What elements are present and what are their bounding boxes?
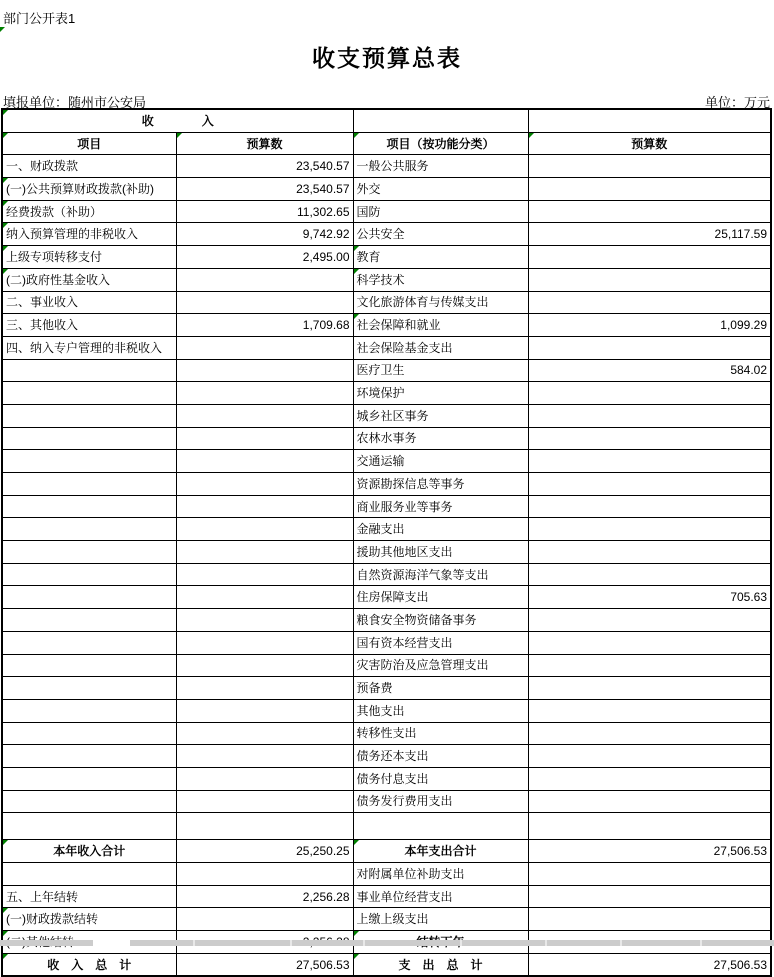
cell-expense-item[interactable]: 国有资本经营支出 <box>353 631 528 654</box>
next-row-partial-strip <box>0 940 774 946</box>
cell-income-item[interactable]: 收 入 总 计 <box>2 953 176 976</box>
cell-expense-amount[interactable] <box>528 427 771 450</box>
cell-expense-item[interactable]: 预备费 <box>353 677 528 700</box>
table-row <box>2 336 771 359</box>
table-row <box>2 677 771 700</box>
table-row <box>2 359 771 382</box>
cell-expense-amount[interactable] <box>528 473 771 496</box>
cell-error-triangle <box>354 133 359 138</box>
table-row <box>2 609 771 632</box>
cell-income-item[interactable] <box>2 563 176 586</box>
cell-expense-item[interactable]: 转移性支出 <box>353 722 528 745</box>
cell-income-item[interactable]: 本年收入合计 <box>2 840 176 863</box>
cell-expense-amount[interactable]: 27,506.53 <box>528 953 771 976</box>
cell-income-item[interactable] <box>2 863 176 886</box>
cell-income-item[interactable]: (一)财政拨款结转 <box>2 908 176 931</box>
cell-income-item[interactable]: 二、事业收入 <box>2 291 176 314</box>
cell-income-amount[interactable] <box>176 359 353 382</box>
table-row <box>2 953 771 976</box>
cell-expense-amount[interactable] <box>528 246 771 269</box>
table-row <box>2 863 771 886</box>
cell-expense-amount[interactable] <box>528 541 771 564</box>
cell-income-item[interactable] <box>2 473 176 496</box>
cell-income-item[interactable] <box>2 654 176 677</box>
table-row <box>2 246 771 269</box>
cell-income-item[interactable]: 五、上年结转 <box>2 885 176 908</box>
cell-expense-item[interactable]: 债务付息支出 <box>353 767 528 790</box>
cell-income-item[interactable] <box>2 790 176 813</box>
page-title[interactable]: 收支预算总表 <box>312 45 462 71</box>
cell-expense-item[interactable]: 资源勘探信息等事务 <box>353 473 528 496</box>
cell-expense-item[interactable]: 对附属单位补助支出 <box>353 863 528 886</box>
income-section-header[interactable]: 收 入 <box>2 109 353 132</box>
sheet-label[interactable]: 部门公开表1 <box>3 11 76 26</box>
cell-expense-item[interactable]: 科学技术 <box>353 268 528 291</box>
table-row <box>2 495 771 518</box>
unit-note-label[interactable]: 单位：万元 <box>704 95 770 110</box>
header-income-budget[interactable]: 预算数 <box>176 132 353 155</box>
cell-expense-item[interactable]: 住房保障支出 <box>353 586 528 609</box>
cell-income-item[interactable]: 四、纳入专户管理的非税收入 <box>2 336 176 359</box>
table-row <box>2 699 771 722</box>
cell-expense-amount[interactable] <box>528 790 771 813</box>
header-expense-budget[interactable]: 预算数 <box>528 132 771 155</box>
column-header-row <box>2 132 771 155</box>
cell-income-amount[interactable] <box>176 427 353 450</box>
cell-expense-amount[interactable] <box>528 767 771 790</box>
cell-expense-amount[interactable] <box>528 291 771 314</box>
cell-income-amount[interactable] <box>176 518 353 541</box>
table-row <box>2 291 771 314</box>
cell-error-triangle <box>3 840 8 845</box>
cell-expense-amount[interactable] <box>528 908 771 931</box>
cell-income-item[interactable]: 纳入预算管理的非税收入 <box>2 223 176 246</box>
cell-error-triangle <box>3 110 8 115</box>
cell-expense-item[interactable]: 本年支出合计 <box>353 840 528 863</box>
cell-income-amount[interactable]: 2,495.00 <box>176 246 353 269</box>
cell-income-amount[interactable] <box>176 767 353 790</box>
cell-expense-amount[interactable] <box>528 200 771 223</box>
cell-income-amount[interactable] <box>176 336 353 359</box>
cell-error-triangle <box>3 178 8 183</box>
budget-table <box>1 108 772 977</box>
table-row <box>2 473 771 496</box>
cell-income-item[interactable] <box>2 767 176 790</box>
cell-error-triangle <box>177 133 182 138</box>
table-row <box>2 518 771 541</box>
cell-income-amount[interactable]: 23,540.57 <box>176 178 353 201</box>
cell-income-item[interactable] <box>2 609 176 632</box>
cell-error-triangle <box>3 269 8 274</box>
cell-expense-amount[interactable]: 27,506.53 <box>528 840 771 863</box>
cell-income-item[interactable] <box>2 699 176 722</box>
table-row <box>2 885 771 908</box>
cell-error-triangle <box>3 908 8 913</box>
cell-expense-amount[interactable] <box>528 885 771 908</box>
header-income-item[interactable]: 项目 <box>2 132 176 155</box>
cell-expense-amount[interactable] <box>528 404 771 427</box>
cell-expense-amount[interactable]: 1,099.29 <box>528 314 771 337</box>
cell-error-triangle <box>3 201 8 206</box>
cell-income-item[interactable]: 经费拨款（补助） <box>2 200 176 223</box>
table-row <box>2 908 771 931</box>
cell-expense-item[interactable]: 交通运输 <box>353 450 528 473</box>
cell-income-amount[interactable]: 2,256.28 <box>176 885 353 908</box>
cell-income-item[interactable] <box>2 813 176 840</box>
cell-expense-item[interactable]: 金融支出 <box>353 518 528 541</box>
cell-income-amount[interactable] <box>176 813 353 840</box>
cell-income-amount[interactable] <box>176 473 353 496</box>
header-expense-item[interactable]: 项目（按功能分类） <box>353 132 528 155</box>
cell-expense-amount[interactable] <box>528 563 771 586</box>
table-row <box>2 314 771 337</box>
cell-income-amount[interactable] <box>176 541 353 564</box>
cell-income-amount[interactable]: 1,709.68 <box>176 314 353 337</box>
cell-expense-amount[interactable] <box>528 722 771 745</box>
banner-empty-cell[interactable] <box>528 109 771 132</box>
cell-expense-amount[interactable] <box>528 178 771 201</box>
cell-expense-amount[interactable] <box>528 495 771 518</box>
cell-expense-amount[interactable] <box>528 813 771 840</box>
cell-income-amount[interactable] <box>176 609 353 632</box>
cell-income-item[interactable]: 三、其他收入 <box>2 314 176 337</box>
cell-expense-item[interactable]: 事业单位经营支出 <box>353 885 528 908</box>
cell-expense-item[interactable]: 其他支出 <box>353 699 528 722</box>
cell-expense-amount[interactable]: 584.02 <box>528 359 771 382</box>
table-row <box>2 813 771 840</box>
cell-error-triangle <box>354 954 359 959</box>
cell-income-amount[interactable] <box>176 291 353 314</box>
cell-income-item[interactable]: 一、财政拨款 <box>2 155 176 178</box>
table-row <box>2 155 771 178</box>
table-row <box>2 840 771 863</box>
table-row <box>2 178 771 201</box>
table-row <box>2 223 771 246</box>
cell-income-amount[interactable] <box>176 495 353 518</box>
cell-expense-item[interactable]: 农林水事务 <box>353 427 528 450</box>
table-row <box>2 563 771 586</box>
cell-expense-amount[interactable] <box>528 677 771 700</box>
cell-expense-item[interactable]: 粮食安全物资储备事务 <box>353 609 528 632</box>
cell-income-item[interactable] <box>2 359 176 382</box>
cell-income-item[interactable] <box>2 586 176 609</box>
cell-income-amount[interactable]: 9,742.92 <box>176 223 353 246</box>
table-row <box>2 745 771 768</box>
report-unit-label[interactable]: 填报单位：随州市公安局 <box>3 95 147 110</box>
cell-expense-item[interactable]: 上缴上级支出 <box>353 908 528 931</box>
cell-income-amount[interactable] <box>176 863 353 886</box>
cell-income-amount[interactable] <box>176 790 353 813</box>
cell-expense-amount[interactable] <box>528 450 771 473</box>
cell-expense-item[interactable]: 债务还本支出 <box>353 745 528 768</box>
table-row <box>2 790 771 813</box>
cell-income-amount[interactable] <box>176 677 353 700</box>
income-banner-row <box>2 109 771 132</box>
cell-expense-item[interactable]: 教育 <box>353 246 528 269</box>
cell-expense-amount[interactable] <box>528 609 771 632</box>
cell-expense-item[interactable] <box>353 813 528 840</box>
cell-expense-item[interactable]: 债务发行费用支出 <box>353 790 528 813</box>
cell-income-amount[interactable] <box>176 654 353 677</box>
cell-expense-item[interactable]: 社会保障和就业 <box>353 314 528 337</box>
table-row <box>2 631 771 654</box>
cell-error-triangle <box>354 246 359 251</box>
cell-error-triangle <box>3 246 8 251</box>
cell-expense-item[interactable]: 外交 <box>353 178 528 201</box>
cell-income-item[interactable]: 上级专项转移支付 <box>2 246 176 269</box>
table-row <box>2 404 771 427</box>
table-row <box>2 382 771 405</box>
cell-error-triangle <box>3 133 8 138</box>
cell-income-amount[interactable] <box>176 586 353 609</box>
cell-expense-item[interactable]: 一般公共服务 <box>353 155 528 178</box>
cell-error-triangle <box>3 223 8 228</box>
cell-income-item[interactable] <box>2 631 176 654</box>
cell-error-triangle <box>354 931 359 936</box>
cell-error-triangle <box>354 314 359 319</box>
cell-expense-item[interactable]: 自然资源海洋气象等支出 <box>353 563 528 586</box>
cell-expense-amount[interactable] <box>528 382 771 405</box>
cell-expense-amount[interactable] <box>528 518 771 541</box>
cell-income-item[interactable]: (一)公共预算财政拨款(补助) <box>2 178 176 201</box>
table-row <box>2 427 771 450</box>
cell-error-triangle <box>529 133 534 138</box>
cell-income-amount[interactable]: 11,302.65 <box>176 200 353 223</box>
cell-income-amount[interactable] <box>176 908 353 931</box>
cell-expense-amount[interactable] <box>528 745 771 768</box>
cell-error-triangle <box>3 954 8 959</box>
cell-income-amount[interactable] <box>176 382 353 405</box>
cell-expense-amount[interactable]: 705.63 <box>528 586 771 609</box>
table-row <box>2 541 771 564</box>
cell-expense-item[interactable]: 商业服务业等事务 <box>353 495 528 518</box>
cell-income-item[interactable] <box>2 518 176 541</box>
cell-income-amount[interactable] <box>176 631 353 654</box>
banner-empty-cell[interactable] <box>353 109 528 132</box>
cell-income-item[interactable] <box>2 541 176 564</box>
cell-income-amount[interactable]: 25,250.25 <box>176 840 353 863</box>
cell-expense-amount[interactable] <box>528 268 771 291</box>
cell-expense-amount[interactable] <box>528 155 771 178</box>
cell-expense-item[interactable]: 文化旅游体育与传媒支出 <box>353 291 528 314</box>
cell-income-amount[interactable] <box>176 699 353 722</box>
cell-expense-amount[interactable] <box>528 699 771 722</box>
cell-expense-amount[interactable] <box>528 336 771 359</box>
cell-expense-amount[interactable] <box>528 631 771 654</box>
cell-expense-item[interactable]: 公共安全 <box>353 223 528 246</box>
cell-income-amount[interactable] <box>176 268 353 291</box>
table-row <box>2 586 771 609</box>
cell-expense-item[interactable]: 医疗卫生 <box>353 359 528 382</box>
cell-expense-item[interactable]: 城乡社区事务 <box>353 404 528 427</box>
cell-error-triangle <box>354 269 359 274</box>
cell-income-amount[interactable] <box>176 404 353 427</box>
table-body <box>2 155 771 977</box>
table-row <box>2 654 771 677</box>
cell-income-item[interactable] <box>2 404 176 427</box>
cell-expense-amount[interactable] <box>528 863 771 886</box>
table-row <box>2 268 771 291</box>
cell-expense-item[interactable]: 支 出 总 计 <box>353 953 528 976</box>
cell-income-item[interactable] <box>2 382 176 405</box>
cell-expense-item[interactable]: 社会保险基金支出 <box>353 336 528 359</box>
cell-income-amount[interactable] <box>176 563 353 586</box>
cell-expense-amount[interactable]: 25,117.59 <box>528 223 771 246</box>
table-row <box>2 722 771 745</box>
cell-income-item[interactable] <box>2 427 176 450</box>
cell-error-triangle <box>354 840 359 845</box>
cell-expense-item[interactable]: 灾害防治及应急管理支出 <box>353 654 528 677</box>
table-row <box>2 200 771 223</box>
table-row <box>2 450 771 473</box>
cell-income-item[interactable] <box>2 450 176 473</box>
cell-error-triangle <box>0 27 5 32</box>
cell-income-amount[interactable] <box>176 722 353 745</box>
cell-income-amount[interactable] <box>176 450 353 473</box>
cell-income-amount[interactable]: 27,506.53 <box>176 953 353 976</box>
table-row <box>2 767 771 790</box>
cell-expense-item[interactable]: 国防 <box>353 200 528 223</box>
cell-income-item[interactable]: (二)政府性基金收入 <box>2 268 176 291</box>
cell-income-amount[interactable]: 23,540.57 <box>176 155 353 178</box>
cell-expense-amount[interactable] <box>528 654 771 677</box>
cell-income-item[interactable] <box>2 495 176 518</box>
cell-income-item[interactable] <box>2 677 176 700</box>
cell-income-item[interactable] <box>2 745 176 768</box>
cell-expense-item[interactable]: 环境保护 <box>353 382 528 405</box>
cell-error-triangle <box>3 931 8 936</box>
cell-expense-item[interactable]: 援助其他地区支出 <box>353 541 528 564</box>
cell-income-amount[interactable] <box>176 745 353 768</box>
cell-income-item[interactable] <box>2 722 176 745</box>
